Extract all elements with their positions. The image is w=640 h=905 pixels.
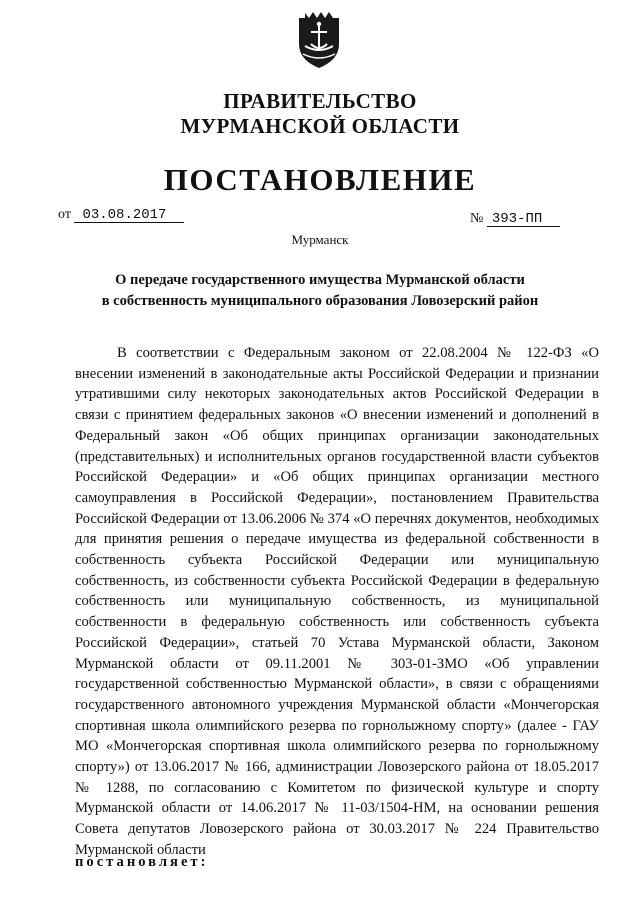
document-type-heading: ПОСТАНОВЛЕНИЕ	[163, 162, 477, 197]
date-value: 03.08.2017	[74, 208, 184, 223]
document-number	[470, 211, 560, 227]
organization-name-line2: МУРМАНСКОЙ ОБЛАСТИ	[180, 114, 460, 138]
date-prefix: от	[58, 207, 71, 222]
title-line2: в собственность муниципального образования Ловозерский район	[101, 293, 539, 309]
title-line1: О передаче государственного имущества Мурманской области	[115, 272, 525, 288]
number-prefix: №	[470, 211, 484, 226]
number-value: 393-ПП	[487, 212, 560, 227]
coat-of-arms-icon	[295, 10, 343, 70]
document-date	[58, 207, 184, 223]
document-title	[60, 270, 580, 312]
resolves-keyword: постановляет:	[75, 854, 209, 870]
organization-name-line1: ПРАВИТЕЛЬСТВО	[223, 89, 417, 113]
body-paragraph: В соответствии с Федеральным законом от 22.08.2004 № 122-ФЗ «О внесении изменений в законодательные акты Российской Федерации и признании утратившими силу некоторых законодательных актов Российской Федерации в связи с принятием федеральных законов «О внесении изменений и дополнений в Федеральный закон «Об общих принципах организации законодательных (представительных) и исполнительных органов государственной власти субъектов Российской Федерации» и «Об общих принципах организации местного самоуправления в Российской Федерации», постановлением Правительства Российской Федерации от 13.06.2006 № 374 «О перечнях документов, необходимых для принятия решения о передаче имущества из федеральной собственности в собственность субъекта Российской Федерации или муниципальную собственность, из собственности субъекта Российской Федерации в федеральную собственность или муниципальную собственность, из муниципальной собственности в федеральную собственность или собственность субъекта Российской Федерации», статьей 70 Устава Мурманской области, Законом Мурманской области от 09.11.2001 № 303-01-ЗМО «Об управлении государственной собственностью Мурманской области», в связи с обращениями государственного автономного учреждения Мурманской области «Мончегорская спортивная школа олимпийского резерва по горнолыжному спорту» (далее - ГАУ МО «Мончегорская спортивная школа олимпийского резерва по горнолыжному спорту») от 13.06.2017 № 166, администрации Ловозерского района от 18.05.2017 № 1288, по согласованию с Комитетом по физической культуре и спорту Мурманской области от 14.06.2017 № 11-03/1504-НМ, на основании решения Совета депутатов Ловозерского района от 30.03.2017 № 224 Правительство Мурманской области	[75, 345, 599, 858]
city-name: Мурманск	[291, 232, 349, 247]
